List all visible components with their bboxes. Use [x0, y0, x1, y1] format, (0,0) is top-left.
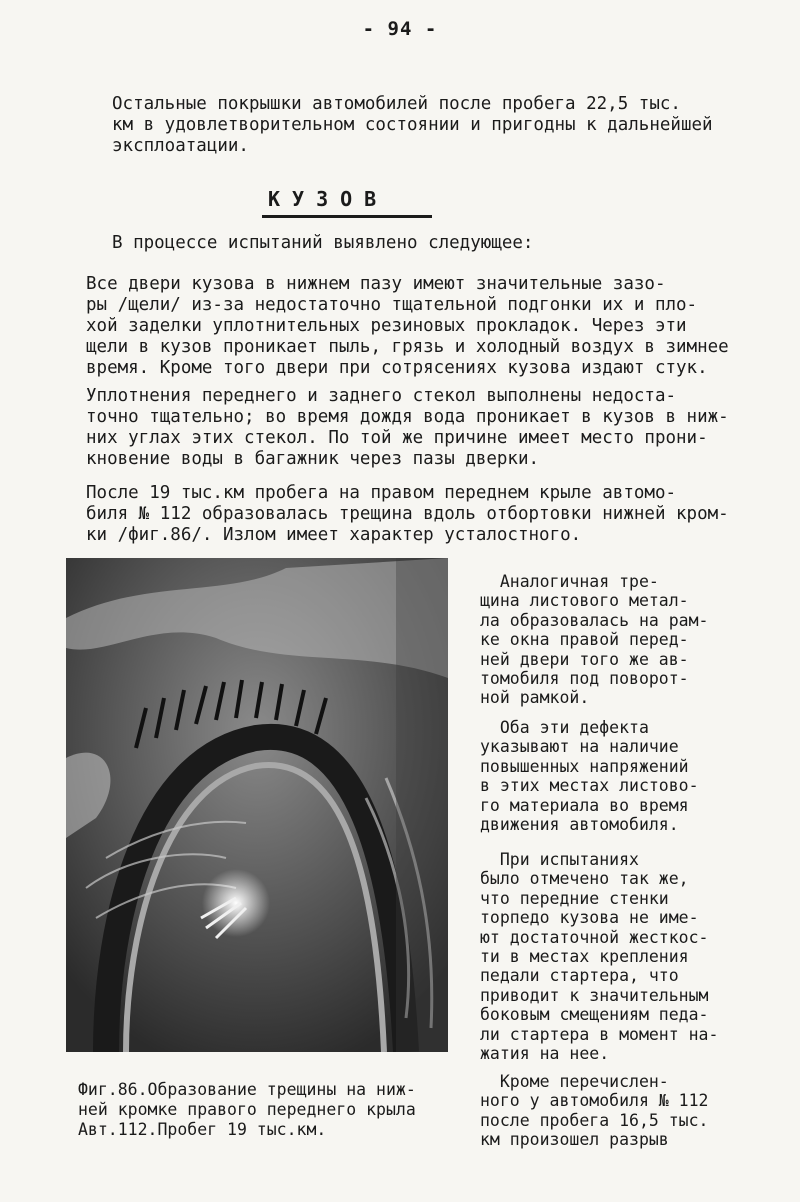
side-paragraph-4: Кроме перечислен- ного у автомобиля № 112 после пробега 16,5 тыс. км произошел разрыв: [480, 1072, 709, 1150]
side-paragraph-1: Аналогичная тре- щина листового метал- ла образовалась на рам- ке окна правой перед- ней двери того же ав- томобиля под поворот- ной рамкой.: [480, 572, 709, 708]
side-paragraph-2: Оба эти дефекта указывают на наличие повышенных напряжений в этих местах листово- го материала во время движения автомобиля.: [480, 718, 699, 835]
figure-caption: Фиг.86.Образование трещины на ниж- ней кромке правого переднего крыла Авт.112.Пробег 19 тыс.км.: [78, 1080, 416, 1139]
side-paragraph-3: При испытаниях было отмечено так же, что передние стенки торпедо кузова не име- ют достаточной жесткос- ти в местах крепления педали стартера, что приводит к значительным боковым смещениям педа- ли стартера в момент на- жатия на нее.: [480, 850, 719, 1064]
intro-paragraph: Остальные покрышки автомобилей после пробега 22,5 тыс. км в удовлетворительном состоянии и пригодны к дальнейшей эксплоатации.: [112, 94, 713, 156]
heading-underline: [262, 215, 432, 218]
page-number: - 94 -: [362, 18, 438, 40]
paragraph-glass: Уплотнения переднего и заднего стекол выполнены недоста- точно тщательно; во время дождя вода проникает в кузов в ниж- них углах этих стекол. По той же причине имеет место прони- кновение воды в багажник через пазы дверки.: [86, 386, 729, 469]
paragraph-doors: Все двери кузова в нижнем пазу имеют значительные зазо- ры /щели/ из-за недостаточно тщательной подгонки их и пло- хой заделки уплотнительных резиновых прокладок. Через эти щели в кузов проникает пыль, грязь и холодный воздух в зимнее время. Кроме того двери при сотрясениях кузова издают стук.: [86, 274, 729, 378]
section-heading: КУЗОВ: [268, 187, 389, 211]
paragraph-crack: После 19 тыс.км пробега на правом переднем крыле автомо- биля № 112 образовалась трещина вдоль отбортовки нижней кром- ки /фиг.86/. Излом имеет характер усталостного.: [86, 483, 729, 545]
figure-photo-crack: [66, 558, 448, 1052]
lead-sentence: В процессе испытаний выявлено следующее:: [112, 233, 534, 253]
